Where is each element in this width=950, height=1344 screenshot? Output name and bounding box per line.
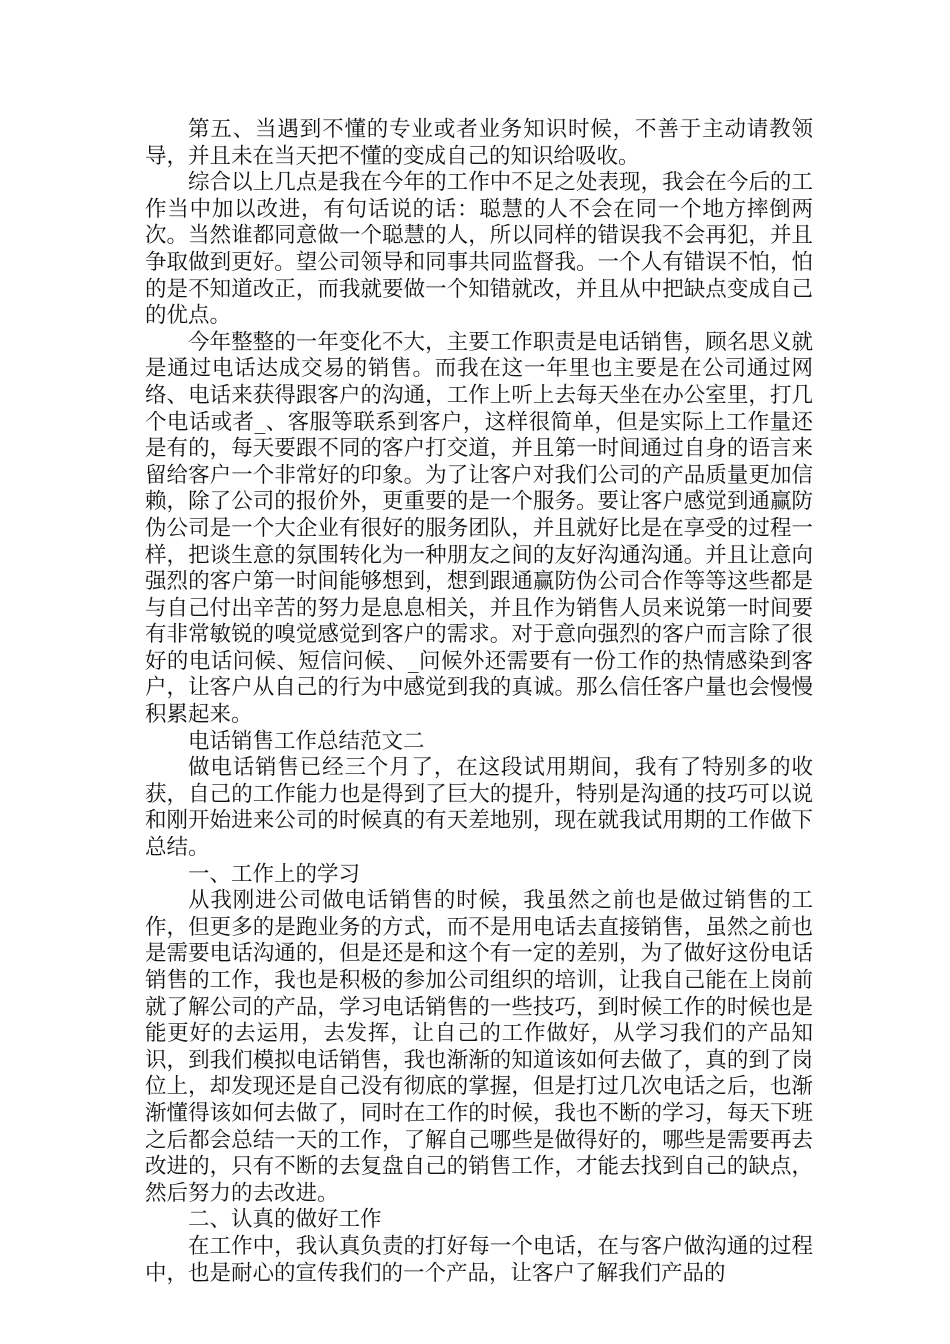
section-heading-learning: 一、工作上的学习 xyxy=(188,861,361,887)
document-body xyxy=(145,117,813,1287)
paragraph-summary-shortcomings: 综合以上几点是我在今年的工作中不足之处表现，我会在今后的工作当中加以改进，有句话说的话：聪慧的人不会在同一个地方摔倒两次。当然谁都同意做一个聪慧的人，所以同样的错误我不会再犯，并且争取做到更好。望公司领导和同事共同监督我。一个人有错误不怕，怕的是不知道改正，而我就要做一个知错就改，并且从中把缺点变成自己的优点。 xyxy=(145,170,813,329)
paragraph-intro-three-months: 做电话销售已经三个月了，在这段试用期间，我有了特别多的收获，自己的工作能力也是得到了巨大的提升，特别是沟通的技巧可以说和刚开始进来公司的时候真的有天差地别，现在就我试用期的工作做下总结。 xyxy=(145,755,813,861)
section-heading-work: 二、认真的做好工作 xyxy=(188,1207,382,1233)
paragraph-learning: 从我刚进公司做电话销售的时候，我虽然之前也是做过销售的工作，但更多的是跑业务的方式，而不是用电话去直接销售，虽然之前也是需要电话沟通的，但是还是和这个有一定的差别，为了做好这份电话销售的工作，我也是积极的参加公司组织的培训，让我自己能在上岗前就了解公司的产品，学习电话销售的一些技巧，到时候工作的时候也是能更好的去运用，去发挥，让自己的工作做好，从学习我们的产品知识，到我们模拟电话销售，我也渐渐的知道该如何去做了，真的到了岗位上，却发现还是自己没有彻底的掌握，但是打过几次电话之后，也渐渐懂得该如何去做了，同时在工作的时候，我也不断的学习，每天下班之后都会总结一天的工作，了解自己哪些是做得好的，哪些是需要再去改进的，只有不断的去复盘自己的销售工作，才能去找到自己的缺点，然后努力的去改进。 xyxy=(145,888,813,1206)
paragraph-work: 在工作中，我认真负责的打好每一个电话，在与客户做沟通的过程中，也是耐心的宣传我们的一个产品，让客户了解我们产品的 xyxy=(145,1233,813,1286)
section-title-sample-two: 电话销售工作总结范文二 xyxy=(188,728,425,754)
paragraph-year-review: 今年整整的一年变化不大，主要工作职责是电话销售，顾名思义就是通过电话达成交易的销售。而我在这一年里也主要是在公司通过网络、电话来获得跟客户的沟通，工作上听上去每天坐在办公室里，打几个电话或者_、客服等联系到客户，这样很简单，但是实际上工作量还是有的，每天要跟不同的客户打交道，并且第一时间通过自身的语言来留给客户一个非常好的印象。为了让客户对我们公司的产品质量更加信赖，除了公司的报价外，更重要的是一个服务。要让客户感觉到通赢防伪公司是一个大企业有很好的服务团队，并且就好比是在享受的过程一样，把谈生意的氛围转化为一种朋友之间的友好沟通沟通。并且让意向强烈的客户第一时间能够想到，想到跟通赢防伪公司合作等等这些都是与自己付出辛苦的努力是息息相关，并且作为销售人员来说第一时间要有非常敏锐的嗅觉感觉到客户的需求。对于意向强烈的客户而言除了很好的电话问候、短信问候、_问候外还需要有一份工作的热情感染到客户，让客户从自己的行为中感觉到我的真诚。那么信任客户量也会慢慢积累起来。 xyxy=(145,329,813,728)
paragraph-weakness-five: 第五、当遇到不懂的专业或者业务知识时候，不善于主动请教领导，并且未在当天把不懂的变成自己的知识给吸收。 xyxy=(145,117,813,169)
